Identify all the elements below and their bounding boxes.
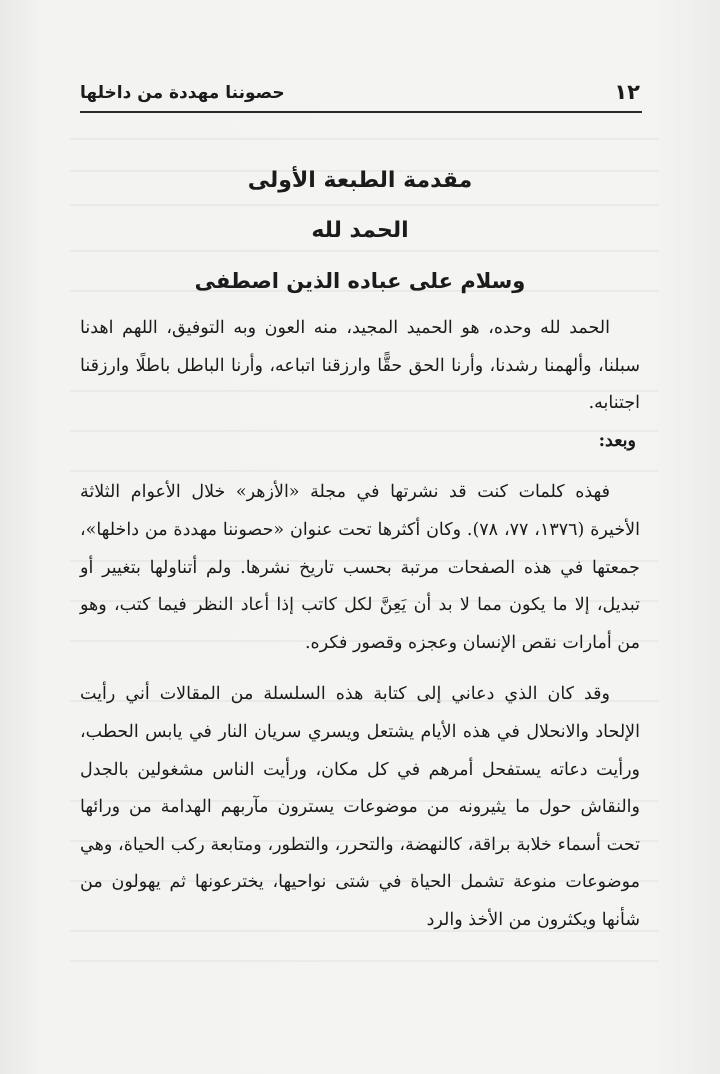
paragraph-2: فهذه كلمات كنت قد نشرتها في مجلة «الأزهر» خلال الأعوام الثلاثة الأخيرة (١٣٧٦، ٧٧، ٧٨). وكان أكثرها تحت عنوان «حصوننا مهددة من داخلها»، جمعتها في هذه الصفحات مرتبة بحسب تاريخ نشرها. ولم أتناولها بتغيير أو تبديل، إلا ما يكون مما لا بد أن يَعِنَّ لكل كاتب إذا أعاد النظر فيما كتب، وهو من أمارات نقص الإنسان وعجزه وقصور فكره. bbox=[80, 482, 640, 653]
page-header bbox=[80, 78, 642, 110]
title-block bbox=[80, 158, 640, 304]
page-number: ١٢ bbox=[614, 80, 640, 104]
body-text bbox=[80, 310, 640, 940]
section-title: مقدمة الطبعة الأولى bbox=[247, 168, 473, 193]
running-title: حصوننا مهددة من داخلها bbox=[80, 83, 285, 103]
header-rule bbox=[80, 111, 642, 113]
praise-heading: الحمد لله bbox=[311, 218, 409, 243]
salutation-heading: وسلام على عباده الذين اصطفى bbox=[194, 269, 526, 293]
lead-word: وبعد: bbox=[598, 430, 636, 451]
paragraph-3: وقد كان الذي دعاني إلى كتابة هذه السلسلة من المقالات أني رأيت الإلحاد والانحلال في هذه الأيام يشتعل ويسري سريان النار في يابس الحطب، ورأيت دعاته يستفحل أمرهم في كل مكان، ورأيت الناس مشغولين بالجدل والنقاش حول ما يثيرونه من موضوعات يسترون مآربهم الهدامة من ورائها تحت أسماء خلابة براقة، كالنهضة، والتحرر، والتطور، ومتابعة ركب الحياة، وهي موضوعات منوعة تشمل الحياة في شتى نواحيها، يخترعونها ثم يهولون من شأنها ويكثرون من الأخذ والرد bbox=[80, 684, 640, 930]
paragraph-1: الحمد لله وحده، هو الحميد المجيد، منه العون وبه التوفيق، اللهم اهدنا سبلنا، وألهمنا رشدنا، وأرنا الحق حقًّا وارزقنا اتباعه، وأرنا الباطل باطلًا وارزقنا اجتنابه. bbox=[80, 318, 640, 414]
